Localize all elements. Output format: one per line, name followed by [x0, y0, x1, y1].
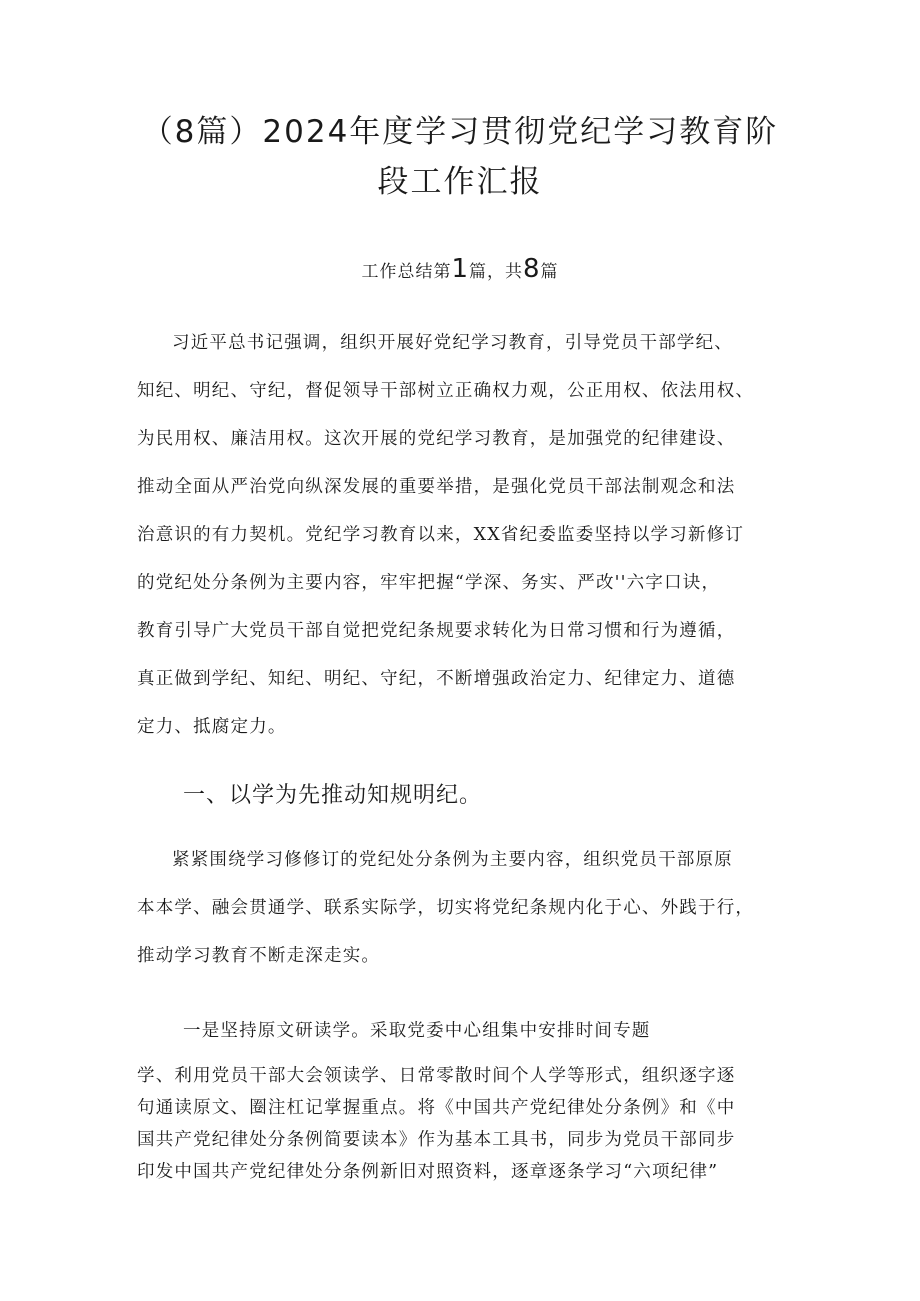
- section-line: 推动学习教育不断走深走实。: [137, 946, 381, 966]
- intro-line: 推动全面从严治党向纵深发展的重要举措，是强化党员干部法制观念和法: [137, 477, 736, 497]
- point-line: 印发中国共产党纪律处分条例新旧对照资料，逐章逐条学习“六项纪律”: [137, 1162, 719, 1182]
- point-first-line: 一是坚持原文研读学。采取党委中心组集中安排时间专题: [183, 1021, 651, 1041]
- subtitle-prefix: 工作总结第: [361, 262, 452, 282]
- intro-line: 知纪、明纪、守纪，督促领导干部树立正确权力观，公正用权、依法用权、: [137, 381, 755, 401]
- point-line: 句通读原文、圈注杠记掌握重点。将《中国共产党纪律处分条例》和《中: [137, 1098, 736, 1118]
- subtitle-mid: 篇，共: [469, 262, 523, 282]
- section-heading: 一、以学为先推动知规明纪。: [183, 783, 483, 808]
- document-title-line2: 段工作汇报: [377, 164, 543, 200]
- intro-line: 定力、抵腐定力。: [137, 717, 287, 737]
- point-paragraph: [137, 1060, 787, 1188]
- subtitle-total-number: 8: [523, 254, 541, 284]
- point-line: 学、利用党员干部大会领读学、日常零散时间个人学等形式，组织逐字逐: [137, 1066, 736, 1086]
- intro-line: 真正做到学纪、知纪、明纪、守纪，不断增强政治定力、纪律定力、道德: [137, 669, 736, 689]
- intro-line: 的党纪处分条例为主要内容，牢牢把握“学深、务实、严改''六字口诀，: [137, 573, 721, 593]
- subtitle-part-number: 1: [451, 254, 469, 284]
- intro-line: 为民用权、廉洁用权。这次开展的党纪学习教育，是加强党的纪律建设、: [137, 429, 736, 449]
- intro-line: 教育引导广大党员干部自觉把党纪条规要求转化为日常习惯和行为遵循，: [137, 621, 736, 641]
- subtitle-suffix: 篇: [540, 262, 559, 282]
- intro-paragraph: [137, 319, 787, 751]
- intro-line: 治意识的有力契机。党纪学习教育以来，XX省纪委监委坚持以学习新修订: [137, 525, 745, 545]
- section-paragraph: [137, 836, 787, 980]
- point-line: 国共产党纪律处分条例简要读本》作为基本工具书，同步为党员干部同步: [137, 1130, 736, 1150]
- intro-line: 习近平总书记强调，组织开展好党纪学习教育，引导党员干部学纪、: [172, 333, 733, 353]
- section-line: 本本学、融会贯通学、联系实际学，切实将党纪条规内化于心、外践于行，: [137, 898, 755, 918]
- document-title-line1: （8篇）2024年度学习贯彻党纪学习教育阶: [141, 114, 779, 150]
- document-subtitle: [120, 252, 800, 289]
- section-line: 紧紧围绕学习修修订的党纪处分条例为主要内容，组织党员干部原原: [172, 850, 733, 870]
